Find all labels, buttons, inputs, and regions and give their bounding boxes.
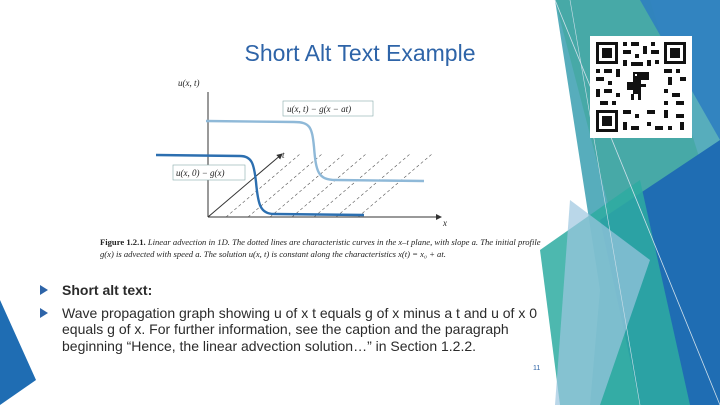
initial-profile-curve — [156, 155, 364, 215]
bullet-item — [40, 282, 560, 299]
caption-lead: Figure 1.2.1. — [100, 237, 146, 247]
lower-label: u(x, 0) − g(x) — [176, 168, 225, 178]
caption-text: Linear advection in 1D. The dotted lines are characteristic curves in the x–t plane, with slope a. The initial profile g(x) is advected with speed a. The solution u(x, t) is constant along the characteristics x(t) = x₀ + at. — [100, 237, 541, 259]
bullet-text: Wave propagation graph showing u of x t equals g of x minus a t and u of x 0 equals g of x. For further information, see the caption and the paragraph beginning “Hence, the linear advection solution…” in Section 1.2.2. — [62, 304, 537, 354]
slide-title: Short Alt Text Example — [244, 40, 476, 66]
page-number: 11 — [533, 365, 541, 372]
upper-label: u(x, t) − g(x − at) — [287, 104, 352, 114]
bullet-text: Short alt text: — [62, 282, 153, 298]
bullet-list — [40, 282, 560, 360]
figure-caption — [100, 237, 552, 271]
qr-code-icon[interactable] — [590, 36, 692, 138]
bullet-arrow-icon — [40, 308, 48, 318]
t-axis-label: t — [282, 150, 285, 160]
y-axis-label: u(x, t) — [178, 78, 200, 88]
bullet-arrow-icon — [40, 285, 48, 295]
x-axis-label: x — [443, 218, 447, 228]
t-axis — [208, 154, 282, 217]
bullet-item — [40, 305, 560, 355]
